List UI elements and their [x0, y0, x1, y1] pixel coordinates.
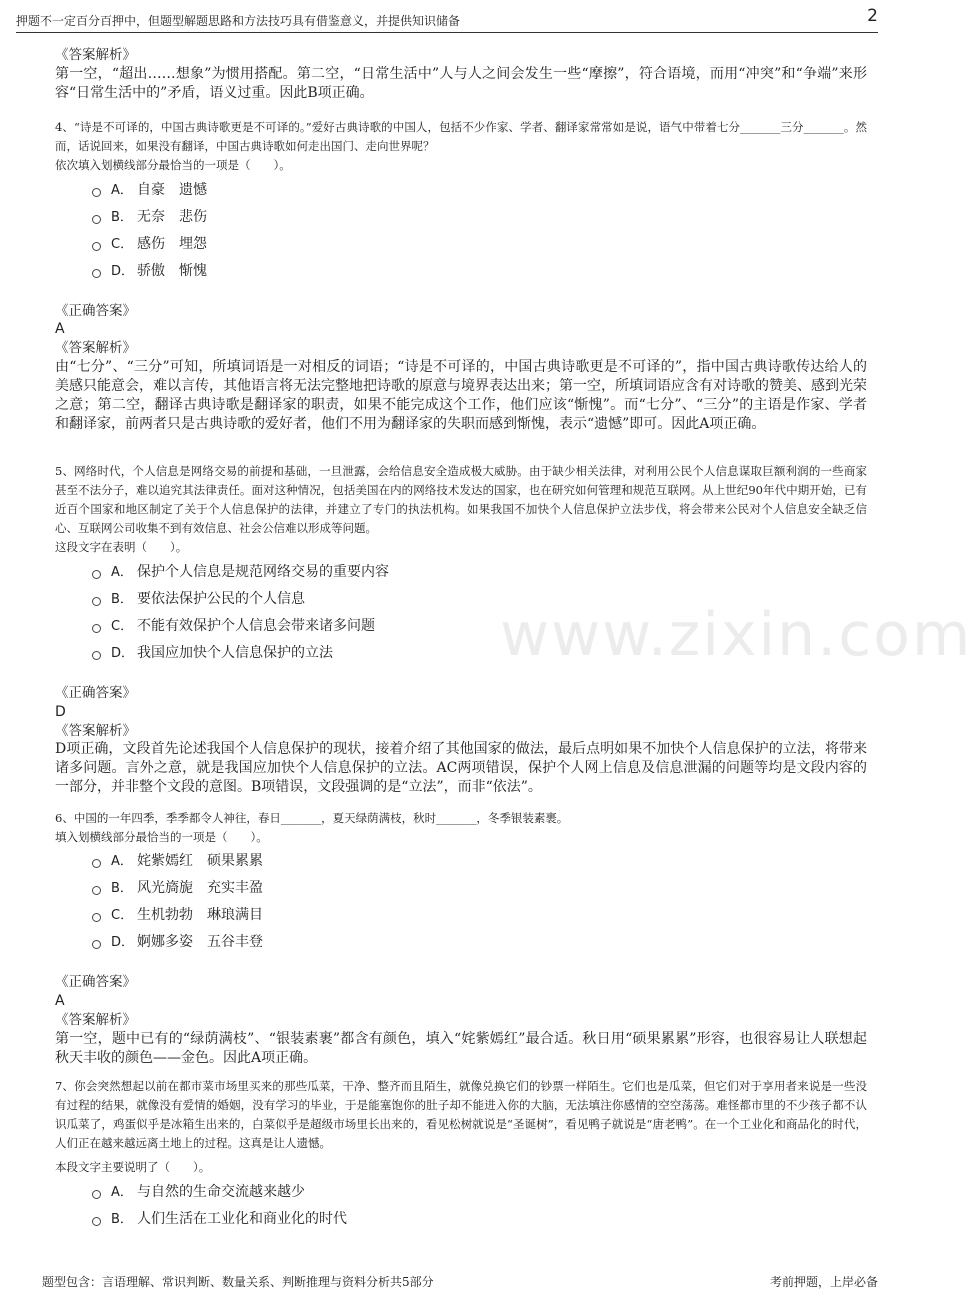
- q7-question: 7、你会突然想起以前在都市菜市场里买来的那些瓜菜，干净、整齐而且陌生，就像兑换它们的钞票一样陌生。它们也是瓜菜，但它们对于享用者来说是一些没有过程的结果，就像没有爱情的婚姻，没有学习的毕业，于是能塞饱你的肚子却不能进入你的大脑，无法填注你感情的空空荡荡。难怪都市里的不少孩子都不认识瓜菜了，鸡蛋似乎是冰箱生出来的，白菜似乎是超级市场里长出来的，看见松树就说是“圣诞树”，看见鸭子就说是“唐老鸭”。在一个工业化和商品化的时代，人们正在越来越远离土地上的过程。这真是让人遗憾。: [55, 1079, 867, 1150]
- footer-left: 题型包含：言语理解、常识判断、数量关系、判断推理与资料分析共5部分: [42, 1275, 434, 1289]
- radio-icon[interactable]: [92, 1190, 101, 1199]
- q5-answer: D: [55, 704, 66, 720]
- watermark: www.zixin.com: [500, 600, 972, 670]
- q6-answer: A: [55, 993, 65, 1009]
- q6-prompt: 填入划横线部分最恰当的一项是（ ）。: [55, 830, 268, 844]
- q5-prompt: 这段文字在表明（ ）。: [55, 540, 188, 554]
- q7-option-a[interactable]: A． 与自然的生命交流越来越少: [92, 1177, 347, 1204]
- q6-analysis-label: 《答案解析》: [55, 1012, 136, 1028]
- q5-answer-label: 《正确答案》: [55, 685, 136, 701]
- q4-options: [92, 175, 207, 283]
- radio-icon[interactable]: [92, 242, 101, 251]
- radio-icon[interactable]: [92, 913, 101, 922]
- q5-option-d[interactable]: D． 我国应加快个人信息保护的立法: [92, 638, 389, 665]
- radio-icon[interactable]: [92, 651, 101, 660]
- q3-analysis: 第一空，“超出……想象”为惯用搭配。第二空，“日常生活中”人与人之间会发生一些“摩擦”，符合语境，而用“冲突”和“争端”来形容“日常生活中的”矛盾，语义过重。因此B项正确。: [55, 66, 867, 101]
- q6-question: 6、中国的一年四季，季季都令人神往，春日_______，夏天绿荫满枝，秋时_______，冬季银装素裹。: [55, 811, 569, 825]
- radio-icon[interactable]: [92, 859, 101, 868]
- header-text: 押题不一定百分百押中，但题型解题思路和方法技巧具有借鉴意义，并提供知识储备: [16, 14, 461, 28]
- q4-question: 4、“诗是不可译的，中国古典诗歌更是不可译的。”爱好古典诗歌的中国人，包括不少作家、学者、翻译家常常如是说，语气中带着七分_______三分_______。然而，话说回来，如果没有翻译，中国古典诗歌如何走出国门、走向世界呢？: [55, 120, 867, 153]
- q6-option-b[interactable]: B． 风光旖旎 充实丰盈: [92, 873, 263, 900]
- q4-analysis-label: 《答案解析》: [55, 340, 136, 356]
- q4-option-b[interactable]: B． 无奈 悲伤: [92, 202, 207, 229]
- radio-icon[interactable]: [92, 624, 101, 633]
- q5-options: [92, 557, 389, 665]
- q5-option-b[interactable]: B． 要依法保护公民的个人信息: [92, 584, 389, 611]
- q4-prompt: 依次填入划横线部分最恰当的一项是（ ）。: [55, 158, 291, 172]
- q3-analysis-label: 《答案解析》: [55, 47, 136, 63]
- q6-options: [92, 846, 263, 954]
- radio-icon[interactable]: [92, 215, 101, 224]
- q7-prompt: 本段文字主要说明了（ ）。: [55, 1160, 211, 1174]
- radio-icon[interactable]: [92, 940, 101, 949]
- q7-options: [92, 1177, 347, 1231]
- q5-option-a[interactable]: A． 保护个人信息是规范网络交易的重要内容: [92, 557, 389, 584]
- radio-icon[interactable]: [92, 269, 101, 278]
- q4-answer-label: 《正确答案》: [55, 303, 136, 319]
- q5-analysis: D项正确，文段首先论述我国个人信息保护的现状，接着介绍了其他国家的做法，最后点明如果不加快个人信息保护的立法，将带来诸多问题。言外之意，就是我国应加快个人信息保护的立法。AC两项错误，保护个人网上信息及信息泄漏的问题等均是文段内容的一部分，并非整个文段的意图。B项错误，文段强调的是“立法”，而非“依法”。: [55, 741, 867, 795]
- radio-icon[interactable]: [92, 597, 101, 606]
- q5-question: 5、网络时代，个人信息是网络交易的前提和基础，一旦泄露，会给信息安全造成极大威胁。由于缺少相关法律，对利用公民个人信息谋取巨额利润的一些商家甚至不法分子，难以追究其法律责任。面对这种情况，包括美国在内的网络技术发达的国家，也在研究如何管理和规范互联网。从上世纪90年代中期开始，已有近百个国家和地区制定了关于个人信息保护的法律，并建立了专门的执法机构。如果我国不加快个人信息保护立法步伐，将会带来公民对个人信息安全缺乏信心、互联网公司收集不到有效信息、社会公信难以形成等问题。: [55, 464, 867, 535]
- q4-option-d[interactable]: D． 骄傲 惭愧: [92, 256, 207, 283]
- radio-icon[interactable]: [92, 1217, 101, 1226]
- q5-option-c[interactable]: C． 不能有效保护个人信息会带来诸多问题: [92, 611, 389, 638]
- page-header: [16, 6, 878, 33]
- footer-right: 考前押题，上岸必备: [769, 1275, 878, 1289]
- radio-icon[interactable]: [92, 570, 101, 579]
- q5-analysis-label: 《答案解析》: [55, 723, 136, 739]
- q4-option-c[interactable]: C． 感伤 埋怨: [92, 229, 207, 256]
- q4-option-a[interactable]: A． 自豪 遗憾: [92, 175, 207, 202]
- q6-answer-label: 《正确答案》: [55, 974, 136, 990]
- q7-option-b[interactable]: B． 人们生活在工业化和商业化的时代: [92, 1204, 347, 1231]
- q6-option-d[interactable]: D． 婀娜多姿 五谷丰登: [92, 927, 263, 954]
- q6-analysis: 第一空，题中已有的“绿荫满枝”、“银装素裹”都含有颜色，填入“姹紫嫣红”最合适。秋日用“硕果累累”形容，也很容易让人联想起秋天丰收的颜色——金色。因此A项正确。: [55, 1031, 867, 1066]
- page-number: 2: [867, 6, 878, 26]
- q6-option-a[interactable]: A． 姹紫嫣红 硕果累累: [92, 846, 263, 873]
- radio-icon[interactable]: [92, 886, 101, 895]
- page-footer: [42, 1273, 878, 1293]
- q4-analysis: 由“七分”、“三分”可知，所填词语是一对相反的词语；“诗是不可译的，中国古典诗歌更是不可译的”，指中国古典诗歌传达给人的美感只能意会，难以言传，其他语言将无法完整地把诗歌的原意与境界表达出来；第一空，所填词语应含有对诗歌的赞美、感到光荣之意；第二空，翻译古典诗歌是翻译家的职责，如果不能完成这个工作，他们应该“惭愧”。而“七分”、“三分”的主语是作家、学者和翻译家，前两者只是古典诗歌的爱好者，他们不用为翻译家的失职而感到惭愧，表示“遗憾”即可。因此A项正确。: [55, 359, 867, 432]
- q6-option-c[interactable]: C． 生机勃勃 琳琅满目: [92, 900, 263, 927]
- q4-answer: A: [55, 321, 65, 337]
- radio-icon[interactable]: [92, 188, 101, 197]
